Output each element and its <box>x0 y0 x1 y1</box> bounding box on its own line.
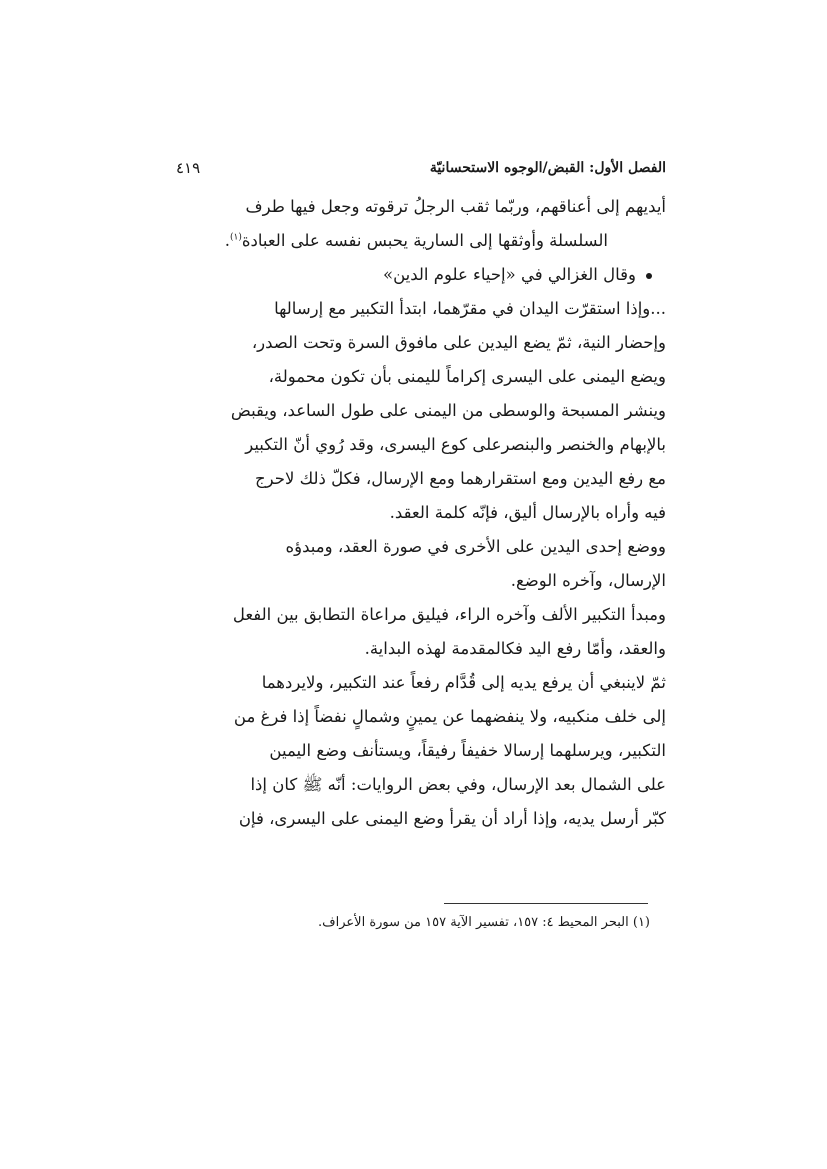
text-line: والعقد، وأمّا رفع اليد فكالمقدمة لهذه البداية. <box>364 639 666 658</box>
text-line: ويضع اليمنى على اليسرى إكراماً لليمنى بأن تكون محمولة، <box>268 367 666 386</box>
text-line: مع رفع اليدين ومع استقرارهما ومع الإرسال، فكلّ ذلك لاحرج <box>255 469 666 488</box>
text-line: السلسلة وأوثقها إلى السارية يحبس نفسه على العبادة$^{(١)}$. <box>224 231 608 250</box>
text-line: أيديهم إلى أعناقهم، وربّما ثقب الرجلُ ترقوته وجعل فيها طرف <box>245 197 666 216</box>
text-line: فيه وأراه بالإرسال أليق، فإنّه كلمة العقد. <box>389 503 666 522</box>
footnote: (١) البحر المحيط ٤: ١٥٧، تفسير الآية ١٥٧ من سورة الأعراف. <box>318 915 650 930</box>
text-line: ومبدأ التكبير الألف وآخره الراء، فيليق مراعاة التطابق بين الفعل <box>232 605 666 624</box>
text-line: على الشمال بعد الإرسال، وفي بعض الروايات: أنّه ﷺ كان إذا <box>250 775 666 794</box>
text-line: ووضع إحدى اليدين على الأخرى في صورة العقد، ومبدؤه <box>285 537 666 556</box>
text-line: وإحضار النية، ثمّ يضع اليدين على مافوق السرة وتحت الصدر، <box>251 333 666 352</box>
page-header <box>176 154 666 182</box>
text-line: ثمّ لاينبغي أن يرفع يديه إلى قُدَّام رفعاً عند التكبير، ولايردهما <box>261 673 666 692</box>
chapter-title: الفصل الأول: القبض/الوجوه الاستحسانيّة <box>429 160 666 176</box>
bullet-item <box>176 258 666 292</box>
bullet-icon <box>646 273 652 279</box>
text-line: وينشر المسبحة والوسطى من اليمنى على طول الساعد، ويقبض <box>230 401 666 420</box>
text-line: التكبير، ويرسلهما إرسالا خفيفاً رفيقاً، ويستأنف وضع اليمين <box>269 741 666 760</box>
text-line: كبّر أرسل يديه، وإذا أراد أن يقرأ وضع اليمنى على اليسرى، فإن <box>238 809 666 828</box>
footnote-marker[interactable]: (١) <box>229 232 242 243</box>
text-line: الإرسال، وآخره الوضع. <box>510 571 666 590</box>
text-line-content: السلسلة وأوثقها إلى السارية يحبس نفسه على العبادة <box>241 231 608 250</box>
footnote-divider <box>444 903 648 904</box>
text-line: إلى خلف منكبيه، ولا ينفضهما عن يمينٍ وشمالٍ نفضاً إذا فرغ من <box>233 707 666 726</box>
text-line: ...وإذا استقرّت اليدان في مقرّهما، ابتدأ التكبير مع إرسالها <box>274 299 666 318</box>
page-number: ٤١٩ <box>176 159 201 177</box>
text-line: بالإبهام والخنصر والبنصرعلى كوع اليسرى، وقد رُوي أنّ التكبير <box>245 435 666 454</box>
bullet-text: وقال الغزالي في «إحياء علوم الدين» <box>383 265 636 284</box>
main-text <box>176 190 666 836</box>
